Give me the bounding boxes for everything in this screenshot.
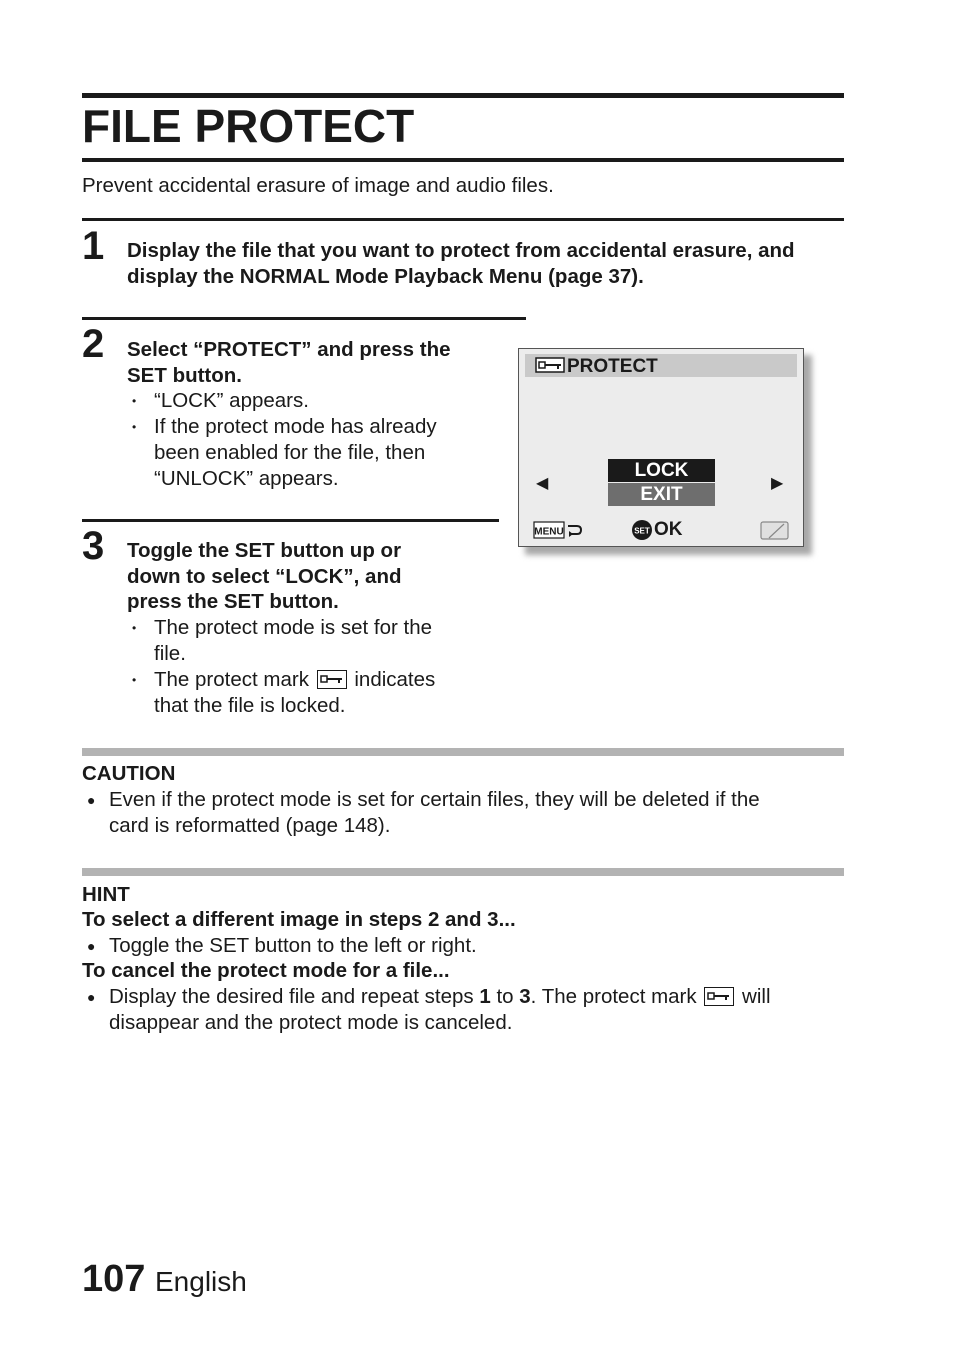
step3-line3: press the SET button. (127, 590, 339, 613)
step1-line2: display the NORMAL Mode Playback Menu (page 37). (127, 264, 644, 288)
step3-text (127, 538, 497, 615)
caution-item: ● Even if the protect mode is set for certain files, they will be deleted if the card is reformatted (page 148). (87, 788, 760, 837)
list-item: • The protect mark indicates that the file is locked. (132, 668, 436, 717)
step1-number: 1 (82, 224, 105, 268)
page-title: FILE PROTECT (82, 100, 415, 152)
step1-line1: Display the file that you want to protect from accidental erasure, and (127, 239, 795, 262)
page-number: 107 (82, 1258, 146, 1300)
caution-rule (82, 748, 844, 756)
step3-number: 3 (82, 524, 105, 568)
title-top-rule (82, 93, 844, 98)
hint-heading: HINT (82, 883, 130, 906)
step2-number: 2 (82, 322, 105, 366)
ok-label: OK (654, 519, 683, 540)
step2-text (127, 337, 497, 388)
step2-line1: Select “PROTECT” and press the (127, 338, 451, 361)
screen-title-bar (525, 354, 797, 377)
protect-mark-icon (704, 987, 734, 1006)
list-item: • If the protect mode has already been enabled for the file, then “UNLOCK” appears. (132, 415, 437, 490)
hint-subheading-2: To cancel the protect mode for a file... (82, 959, 450, 982)
footer-language: English (155, 1266, 247, 1297)
step3-line1: Toggle the SET button up or (127, 539, 402, 562)
intro-text: Prevent accidental erasure of image and audio files. (82, 174, 554, 197)
step1-rule (82, 218, 844, 221)
step2-rule (82, 317, 526, 320)
step2-bullets (128, 388, 488, 492)
list-item: • “LOCK” appears. (132, 389, 309, 412)
option-lock[interactable]: LOCK (608, 459, 715, 482)
protect-mark-icon (317, 670, 347, 689)
left-arrow-icon[interactable]: ◀ (536, 475, 549, 492)
step3-line2: down to select “LOCK”, and (127, 564, 402, 588)
menu-return-icon[interactable] (533, 520, 583, 545)
right-arrow-icon[interactable]: ▶ (771, 475, 784, 492)
camera-screen (518, 348, 804, 547)
set-label: SET (634, 526, 650, 536)
caution-heading: CAUTION (82, 762, 176, 785)
card-icon (760, 521, 790, 545)
step2-line2: SET button. (127, 363, 243, 387)
menu-label: MENU (534, 526, 564, 538)
protect-key-icon (535, 357, 565, 378)
hint-item-1: ● Toggle the SET button to the left or right. (87, 934, 477, 957)
screen-title: PROTECT (567, 356, 658, 377)
step1-text (127, 238, 847, 289)
hint-item-2: ● Display the desired file and repeat steps 1 to 3. The protect mark will disappear and the protect mode is canceled. (87, 985, 771, 1034)
step3-rule (82, 519, 499, 522)
step3-bullets (128, 615, 498, 719)
option-exit[interactable]: EXIT (608, 483, 715, 506)
hint-rule (82, 868, 844, 876)
hint-subheading-1: To select a different image in steps 2 and 3... (82, 908, 516, 931)
list-item: • The protect mode is set for the file. (132, 616, 433, 665)
set-button-icon[interactable] (631, 519, 653, 546)
title-bottom-rule (82, 158, 844, 162)
